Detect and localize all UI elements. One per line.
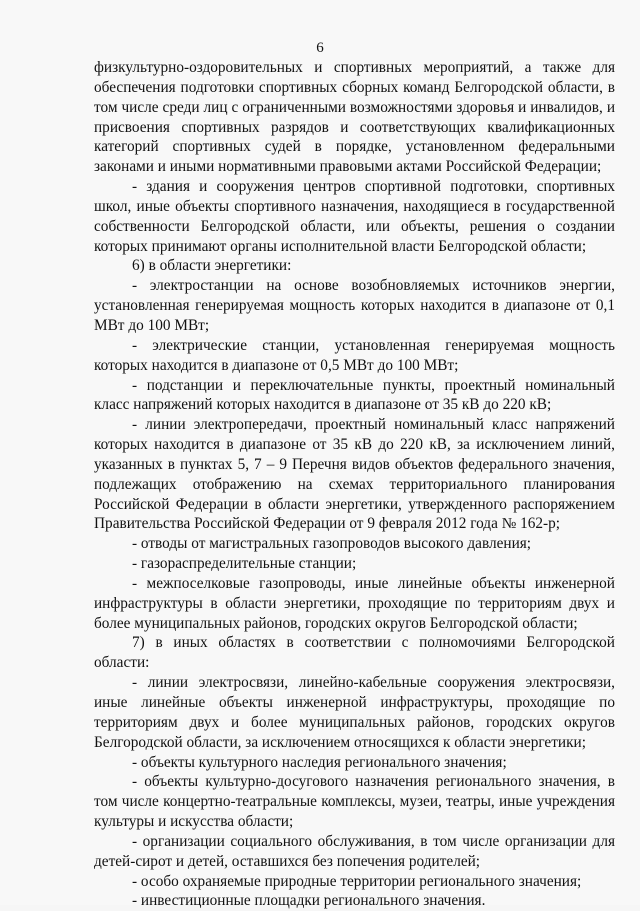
paragraph-power-stations: - электрические станции, установленная генерируемая мощность которых находится в диапазоне от 0,5 МВт до 100 МВт;: [94, 336, 615, 374]
paragraph-telecom-lines: - линии электросвязи, линейно-кабельные сооружения электросвязи, иные линейные объекты инженерной инфраструктуры, проходящие по территориям двух и более муниципальных районов, городских округов Белгородской области, за исключением относящихся к области энергетики;: [94, 674, 615, 751]
paragraph-gas-branches: - отводы от магистральных газопроводов высокого давления;: [132, 535, 532, 553]
paragraph-renewable-plants: - электростанции на основе возобновляемых источников энергии, установленная генерируемая мощность которых находится в диапазоне от 0,1 МВт до 100 МВт;: [94, 277, 615, 334]
paragraph-energy-heading: 6) в области энергетики:: [132, 257, 292, 275]
paragraph-protected-areas: - особо охраняемые природные территории регионального значения;: [132, 872, 582, 890]
document-body: [94, 58, 615, 911]
paragraph-cultural-heritage: - объекты культурного наследия регионального значения;: [132, 753, 507, 771]
paragraph-gas-pipelines: - межпоселковые газопроводы, иные линейные объекты инженерной инфраструктуры в области энергетики, проходящие по территориям двух и более муниципальных районов, городских округов Белгородской области;: [94, 574, 615, 632]
paragraph-gas-stations: - газораспределительные станции;: [132, 555, 357, 573]
paragraph-other-areas-heading: 7) в иных областях в соответствии с полномочиями Белгородской области:: [94, 634, 615, 672]
paragraph-sport-events: физкультурно-оздоровительных и спортивных мероприятий, а также для обеспечения подготовки спортивных сборных команд Белгородской области, в том числе среди лиц с ограниченными возможностями здоровья и инвалидов, и присвоения спортивных разрядов и соответствующих квалификационных категорий спортивных судей в порядке, установленном федеральными законами и иными нормативными правовыми актами Российской Федерации;: [94, 59, 615, 176]
paragraph-cultural-leisure: - объекты культурно-досугового назначения регионального значения, в том числе концертно-театральные комплексы, музеи, театры, иные учреждения культуры и искусства области;: [94, 773, 615, 831]
page-number: 6: [316, 40, 324, 56]
paragraph-social-services: - организации социального обслуживания, в том числе организации для детей-сирот и детей, оставшихся без попечения родителей;: [94, 832, 615, 870]
paragraph-substations: - подстанции и переключательные пункты, проектный номинальный класс напряжений которых находится в диапазоне от 35 кВ до 220 кВ;: [94, 376, 615, 414]
paragraph-sport-buildings: - здания и сооружения центров спортивной подготовки, спортивных школ, иные объекты спортивного назначения, находящиеся в государственной собственности Белгородской области, или объекты, решения о создании которых принимают органы исполнительной власти Белгородской области;: [94, 178, 615, 255]
paragraph-investment-sites: - инвестиционные площадки регионального значения.: [132, 892, 486, 910]
paragraph-power-lines: - линии электропередачи, проектный номинальный класс напряжений которых находится в диапазоне от 35 кВ до 220 кВ, за исключением линий, указанных в пунктах 5, 7 – 9 Перечня видов объектов федерального значения, подлежащих отображению на схемах территориального планирования Российской Федерации в области энергетики, утвержденного распоряжением Правительства Российской Федерации от 9 февраля 2012 года № 162-р;: [94, 416, 615, 533]
